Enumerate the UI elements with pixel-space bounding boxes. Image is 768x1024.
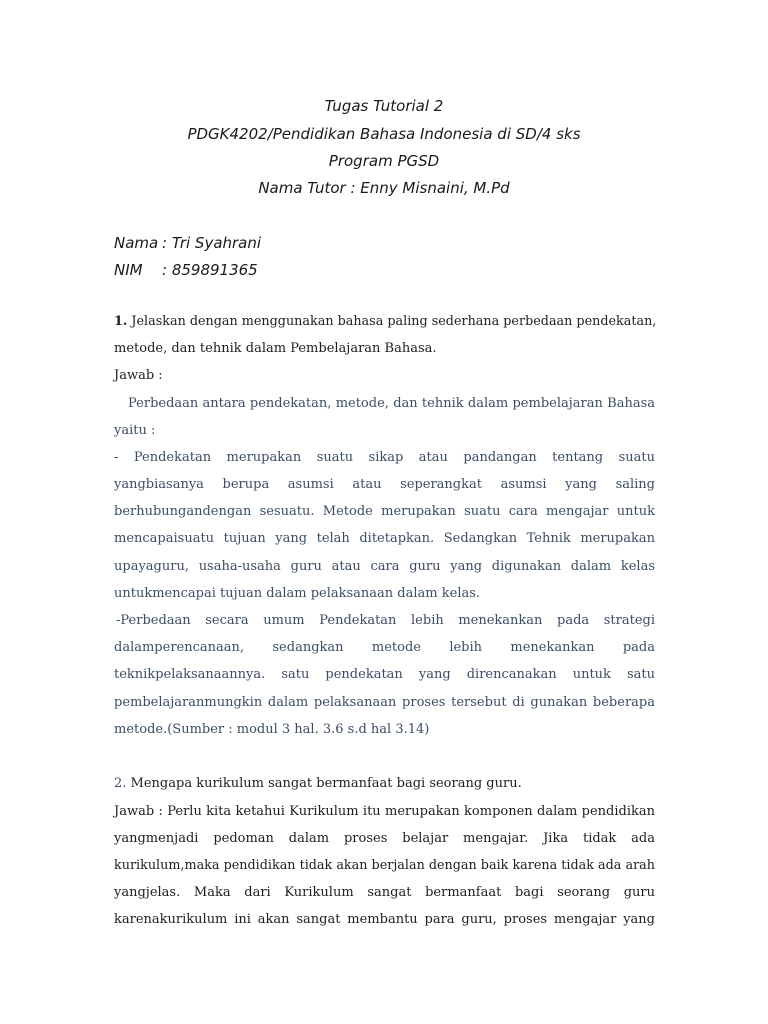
student-nim-label: NIM [114,261,143,279]
answer-1-line: dalamperencanaan, sedangkan metode lebih menekankan pada [114,640,655,655]
student-name-value: : Tri Syahrani [162,234,262,252]
question-2-number: 2. [114,776,127,791]
question-2-text: Mengapa kurikulum sangat bermanfaat bagi seorang guru. [130,776,522,791]
answer-1-line: yaitu : [114,423,156,438]
course-title: PDGK4202/Pendidikan Bahasa Indonesia di SD/4 sks [187,125,581,143]
tutor-name: Nama Tutor : Enny Misnaini, M.Pd [258,179,510,197]
answer-1-line: - Pendekatan merupakan suatu sikap atau pandangan tentang suatu [114,450,655,465]
answer-1-line: upayaguru, usaha-usaha guru atau cara guru yang digunakan dalam kelas [114,559,655,574]
question-1-number: 1. [114,314,128,329]
student-nim [114,261,258,279]
answer-1-line: untukmencapai tujuan dalam pelaksanaan dalam kelas. [114,586,481,601]
answer-1-line: pembelajaranmungkin dalam pelaksanaan proses tersebut di gunakan beberapa [114,695,655,710]
question-1-line-2: metode, dan tehnik dalam Pembelajaran Bahasa. [114,341,437,356]
question-1-jawab-label: Jawab : [114,368,163,383]
answer-1-line: mencapaisuatu tujuan yang telah ditetapkan. Sedangkan Tehnik merupakan [114,531,655,546]
answer-1-line: yangbiasanya berupa asumsi atau seperangkat asumsi yang saling [114,477,655,492]
student-name-label: Nama [114,234,159,252]
question-2-line [114,774,655,794]
student-nim-value: : 859891365 [162,261,258,279]
answer-1-line: metode.(Sumber : modul 3 hal. 3.6 s.d hal 3.14) [114,722,430,737]
answer-2-line: kurikulum,maka pendidikan tidak akan berjalan dengan baik karena tidak ada arah [114,858,655,873]
answer-1-line: teknikpelaksanaannya. satu pendekatan yang direncanakan untuk satu [114,667,655,682]
answer-1-line: berhubungandengan sesuatu. Metode merupakan suatu cara mengajar untuk [114,504,655,519]
answer-2-line: yangjelas. Maka dari Kurikulum sangat bermanfaat bagi seorang guru [114,885,655,900]
answer-2-line: yangmenjadi pedoman dalam proses belajar mengajar. Jika tidak ada [114,831,655,846]
student-name [114,234,261,252]
answer-2-line: karenakurikulum ini akan sangat membantu para guru, proses mengajar yang [114,912,655,927]
answer-1-line: -Perbedaan secara umum Pendekatan lebih menekankan pada strategi [116,613,655,628]
answer-1-line: Perbedaan antara pendekatan, metode, dan tehnik dalam pembelajaran Bahasa [128,396,655,411]
program-name: Program PGSD [328,152,440,170]
assignment-title: Tugas Tutorial 2 [324,97,444,115]
question-1-line-1: 1. Jelaskan dengan menggunakan bahasa paling sederhana perbedaan pendekatan, [114,314,657,329]
answer-2-line: Jawab : Perlu kita ketahui Kurikulum itu merupakan komponen dalam pendidikan [114,804,655,819]
